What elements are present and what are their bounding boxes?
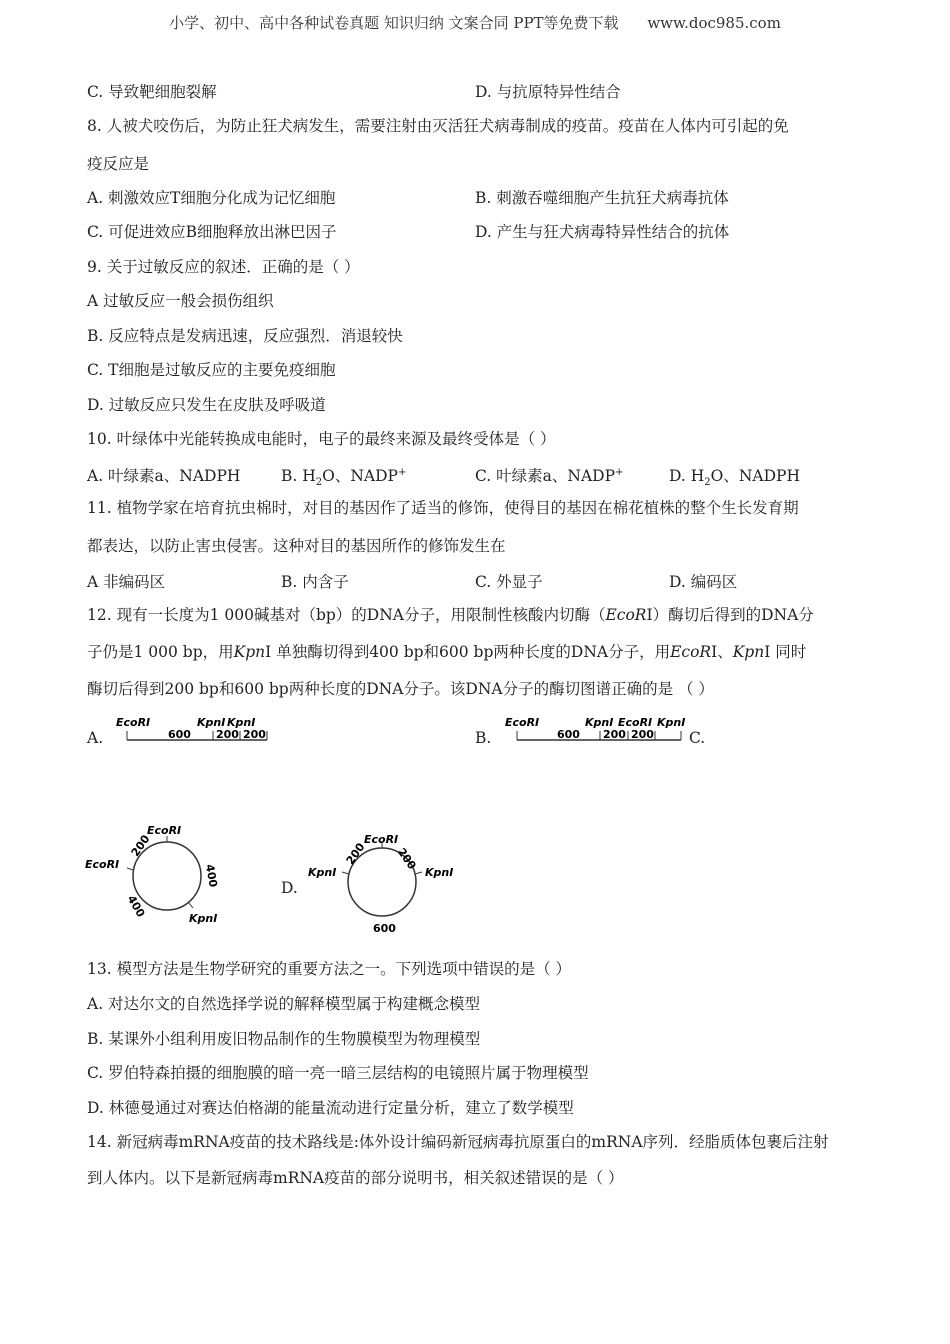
q12-figure-c: [85, 822, 235, 930]
q9-option-c: C. T细胞是过敏反应的主要免疫细胞: [87, 361, 336, 379]
q11-option-c: C. 外显子: [475, 573, 543, 591]
q9-option-a: A 过敏反应一般会损伤组织: [87, 292, 274, 310]
fig-a-site: KpnI: [227, 716, 256, 729]
q11-option-d: D. 编码区: [669, 573, 738, 591]
fig-d-site: KpnI: [308, 866, 337, 879]
q13-stem: 13. 模型方法是生物学研究的重要方法之一。下列选项中错误的是（ ）: [87, 960, 572, 978]
fig-b-site: EcoRI: [618, 716, 653, 729]
fig-b-segment: 200: [603, 728, 626, 741]
fig-d-segment: 600: [373, 922, 396, 935]
q13-option-b: B. 某课外小组利用废旧物品制作的生物膜模型为物理模型: [87, 1030, 481, 1048]
q7-option-c: C. 导致靶细胞裂解: [87, 83, 217, 101]
header-text: 小学、初中、高中各种试卷真题 知识归纳 文案合同 PPT等免费下载: [169, 14, 619, 32]
fig-b-segment: 200: [631, 728, 654, 741]
q13-option-c: C. 罗伯特森拍摄的细胞膜的暗一亮一暗三层结构的电镜照片属于物理模型: [87, 1064, 589, 1082]
q9-option-b: B. 反应特点是发病迅速，反应强烈．消退较快: [87, 327, 403, 345]
fig-c-segment: 200: [128, 832, 153, 859]
fig-d-site: KpnI: [425, 866, 454, 879]
fig-a-segment: 200: [243, 728, 266, 741]
q12-figure-b: [497, 712, 687, 748]
q11-option-a: A 非编码区: [87, 573, 166, 591]
fig-b-site: EcoRI: [505, 716, 540, 729]
q9-option-d: D. 过敏反应只发生在皮肤及呼吸道: [87, 396, 326, 414]
fig-c-site: EcoRI: [85, 858, 120, 871]
q10-option-b: B. $H_2O$、NADP+: [281, 466, 407, 489]
fig-a-site: KpnI: [197, 716, 226, 729]
page-header: [0, 12, 950, 33]
q12-figure-d: [306, 832, 466, 936]
fig-d-segment: 200: [343, 840, 368, 867]
fig-a-site: EcoRI: [116, 716, 151, 729]
fig-b-segment: 600: [557, 728, 580, 741]
q14-stem-line1: 14. 新冠病毒mRNA疫苗的技术路线是:体外设计编码新冠病毒抗原蛋白的mRNA序列．经脂质体包裹后注射: [87, 1133, 829, 1151]
fig-c-segment: 400: [202, 863, 220, 889]
header-site-link[interactable]: www.doc985.com: [647, 14, 781, 32]
fig-a-segment: 600: [168, 728, 191, 741]
fig-d-site: EcoRI: [364, 833, 399, 846]
q10-stem: 10. 叶绿体中光能转换成电能时，电子的最终来源及最终受体是（ ）: [87, 430, 556, 448]
fig-c-segment: 400: [124, 893, 148, 920]
q8-option-d: D. 产生与狂犬病毒特异性结合的抗体: [475, 223, 730, 241]
fig-c-site: EcoRI: [147, 824, 182, 837]
q11-stem-line1: 11. 植物学家在培育抗虫棉时，对目的基因作了适当的修饰，使得目的基因在棉花植株的整个生长发育期: [87, 499, 799, 517]
q8-stem-line2: 疫反应是: [87, 155, 150, 173]
q8-option-c: C. 可促进效应B细胞释放出淋巴因子: [87, 223, 337, 241]
q13-option-d: D. 林德曼通过对赛达伯格湖的能量流动进行定量分析，建立了数学模型: [87, 1099, 574, 1117]
q12-label-d: D.: [281, 879, 298, 897]
q12-stem-line3: 酶切后得到200 bp和600 bp两种长度的DNA分子。该DNA分子的酶切图谱正确的是 （ ）: [87, 680, 714, 698]
q9-stem: 9. 关于过敏反应的叙述．正确的是（ ）: [87, 258, 360, 276]
q13-option-a: A. 对达尔文的自然选择学说的解释模型属于构建概念模型: [87, 995, 481, 1013]
fig-a-segment: 200: [216, 728, 239, 741]
q10-option-a: A. 叶绿素a、NADPH: [87, 467, 241, 485]
q14-stem-line2: 到人体内。以下是新冠病毒mRNA疫苗的部分说明书，相关叙述错误的是（ ）: [87, 1169, 624, 1187]
q8-option-b: B. 刺激吞噬细胞产生抗狂犬病毒抗体: [475, 189, 729, 207]
q12-label-a: A.: [87, 729, 104, 747]
q11-stem-line2: 都表达，以防止害虫侵害。这种对目的基因所作的修饰发生在: [87, 537, 506, 555]
q10-option-d: D. $H_2O$、NADPH: [669, 467, 800, 489]
q12-figure-a: [110, 712, 275, 748]
q8-option-a: A. 刺激效应T细胞分化成为记忆细胞: [87, 189, 336, 207]
q7-option-d: D. 与抗原特异性结合: [475, 83, 621, 101]
q12-label-b: B.: [475, 729, 492, 747]
q12-stem-line2: 子仍是1 000 bp，用KpnⅠ 单独酶切得到400 bp和600 bp两种长度的DNA分子，用EcoRⅠ、KpnⅠ 同时: [87, 643, 807, 661]
fig-d-segment: 200: [394, 845, 419, 872]
q12-stem-line1: 12. 现有一长度为1 000碱基对（bp）的DNA分子，用限制性核酸内切酶（EcoRⅠ）酶切后得到的DNA分: [87, 606, 814, 624]
fig-b-site: KpnI: [585, 716, 614, 729]
fig-b-site: KpnI: [657, 716, 686, 729]
q8-stem-line1: 8. 人被犬咬伤后，为防止狂犬病发生，需要注射由灭活狂犬病毒制成的疫苗。疫苗在人体内可引起的免: [87, 117, 789, 135]
q10-option-c: C. 叶绿素a、NADP+: [475, 466, 624, 485]
fig-c-site: KpnI: [189, 912, 218, 925]
q11-option-b: B. 内含子: [281, 573, 349, 591]
q12-label-c: C.: [689, 729, 706, 747]
